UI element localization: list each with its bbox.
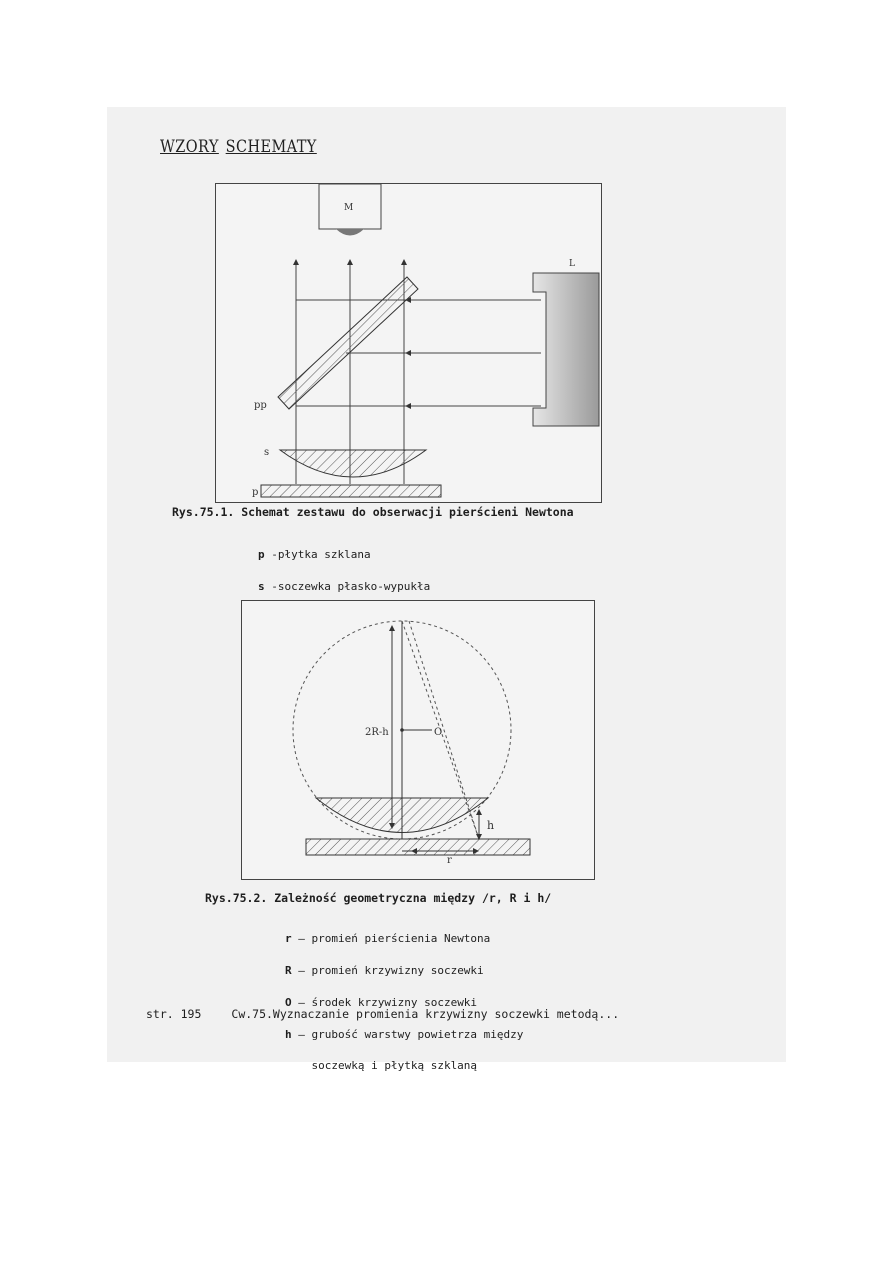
heading-word-schematy: SCHEMATY: [225, 137, 317, 157]
legend-item: r – promień pierścienia Newtona: [285, 932, 491, 946]
legend-item: s -soczewka płasko-wypukła: [258, 579, 431, 593]
heading-word-wzory: WZORY: [160, 137, 219, 157]
legend-item: O – środek krzywizny soczewki: [285, 995, 478, 1009]
legend-item: p -płytka szklana: [258, 548, 371, 562]
label-2R-h: 2R-h: [365, 727, 389, 738]
beam-splitter-plate: [278, 277, 418, 409]
figure-2-caption: Rys.75.2. Zależność geometryczna między /r, R i h/: [205, 891, 552, 905]
label-M: M: [344, 203, 354, 213]
document-page: [107, 107, 786, 1073]
figure-2-geometry-diagram: [241, 600, 595, 880]
label-r: r: [447, 855, 452, 866]
label-p: p: [252, 487, 259, 498]
legend-item: h – grubość warstwy powietrza między: [285, 1027, 524, 1041]
legend-item: R – promień krzywizny soczewki: [285, 963, 484, 977]
lamp-icon: [533, 273, 599, 426]
glass-plate: [261, 485, 441, 497]
page-heading: [160, 137, 324, 157]
page-number: str. 195: [146, 1007, 202, 1021]
label-L: L: [569, 259, 575, 269]
label-pp: pp: [254, 400, 267, 411]
figure-1-caption: Rys.75.1. Schemat zestawu do obserwacji pierścieni Newtona: [172, 505, 574, 519]
label-O: O: [434, 727, 443, 738]
exercise-title: Cw.75.Wyznaczanie promienia krzywizny soczewki metodą...: [231, 1007, 620, 1021]
glass-plate: [306, 839, 530, 855]
label-s: s: [264, 447, 270, 458]
label-h: h: [487, 819, 495, 832]
legend-item: soczewką i płytką szklaną: [285, 1059, 478, 1073]
page-footer: [146, 1007, 619, 1021]
figure-2-legend: [285, 913, 523, 1093]
figure-1-setup-diagram: [215, 183, 602, 503]
